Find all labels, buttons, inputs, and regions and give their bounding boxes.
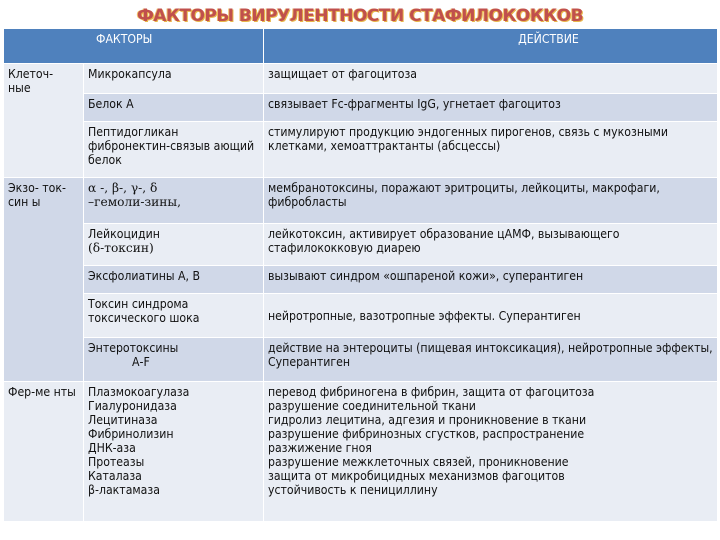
factor-cell bbox=[84, 382, 264, 522]
header-action: ДЕЙСТВИЕ bbox=[264, 29, 718, 64]
factor-cell: Белок А bbox=[84, 94, 264, 122]
enzyme-name: Плазмокоагулаза bbox=[88, 385, 190, 399]
table-row bbox=[4, 224, 718, 266]
enzyme-action: разрушение фибринозных сгустков, распространение bbox=[268, 427, 585, 441]
action-cell: действие на энтероциты (пищевая интоксикация), нейротропные эффекты, Суперантиген bbox=[264, 338, 718, 382]
page-title: ФАКТОРЫ ВИРУЛЕНТНОСТИ СТАФИЛОКОККОВ bbox=[136, 6, 584, 26]
factor-line: (δ-токсин) bbox=[88, 241, 154, 255]
table-row bbox=[4, 266, 718, 294]
enzyme-name: Лецитиназа bbox=[88, 413, 158, 427]
factor-cell bbox=[84, 338, 264, 382]
group-enzymes: Фер-ме нты bbox=[4, 382, 84, 522]
table-row bbox=[4, 122, 718, 178]
factor-line: α -, β-, γ-, δ bbox=[88, 181, 158, 195]
group-exotoxins: Экзо- ток-син ы bbox=[4, 178, 84, 382]
table-row bbox=[4, 338, 718, 382]
enzyme-name: Фибринолизин bbox=[88, 427, 174, 441]
action-cell: защищает от фагоцитоза bbox=[264, 64, 718, 94]
enzyme-name: Гиалуронидаза bbox=[88, 399, 177, 413]
factor-cell bbox=[84, 224, 264, 266]
enzyme-action: разжижение гноя bbox=[268, 441, 372, 455]
factor-line: –гемоли-зины, bbox=[88, 195, 181, 209]
action-cell: связывает Fc-фрагменты IgG, угнетает фагоцитоз bbox=[264, 94, 718, 122]
enzyme-action: устойчивость к пенициллину bbox=[268, 483, 438, 497]
table-row bbox=[4, 294, 718, 338]
table-row bbox=[4, 94, 718, 122]
factor-cell: Пептидогликан фибронектин-связыв ающий белок bbox=[84, 122, 264, 178]
action-cell: нейротропные, вазотропные эффекты. Суперантиген bbox=[264, 294, 718, 338]
action-cell: лейкотоксин, активирует образование цАМФ, вызывающего стафилококковую диарею bbox=[264, 224, 718, 266]
table-header-row bbox=[4, 29, 718, 64]
enzyme-name: Каталаза bbox=[88, 469, 142, 483]
enzyme-action: гидролиз лецитина, адгезия и проникновение в ткани bbox=[268, 413, 587, 427]
factor-cell: Токсин синдрома токсического шока bbox=[84, 294, 264, 338]
enzyme-action: перевод фибриногена в фибрин, защита от фагоцитоза bbox=[268, 385, 595, 399]
header-factors: ФАКТОРЫ bbox=[4, 29, 264, 64]
action-cell: вызывают синдром «ошпареной кожи», суперантиген bbox=[264, 266, 718, 294]
factor-line: Лейкоцидин bbox=[88, 227, 160, 241]
action-cell: мембранотоксины, поражают эритроциты, лейкоциты, макрофаги, фибробласты bbox=[264, 178, 718, 224]
group-cellular: Клеточ- ные bbox=[4, 64, 84, 178]
table-row bbox=[4, 178, 718, 224]
factor-cell: Микрокапсула bbox=[84, 64, 264, 94]
enzyme-action: защита от микробицидных механизмов фагоцитов bbox=[268, 469, 565, 483]
factor-line: А-F bbox=[132, 355, 150, 369]
action-cell: стимулируют продукцию эндогенных пирогенов, связь с мукозными клетками, хемоаттрактанты (абсцессы) bbox=[264, 122, 718, 178]
table-row bbox=[4, 382, 718, 522]
factor-cell: Эксфолиатины А, В bbox=[84, 266, 264, 294]
factor-cell bbox=[84, 178, 264, 224]
enzyme-name: β-лактамаза bbox=[88, 483, 160, 497]
table-row bbox=[4, 64, 718, 94]
action-cell bbox=[264, 382, 718, 522]
factor-line: Энтеротоксины bbox=[88, 341, 179, 355]
enzyme-action: разрушение соединительной ткани bbox=[268, 399, 476, 413]
enzyme-name: ДНК-аза bbox=[88, 441, 136, 455]
enzyme-name: Протеазы bbox=[88, 455, 145, 469]
virulence-factors-table bbox=[3, 28, 718, 522]
enzyme-action: разрушение межклеточных связей, проникновение bbox=[268, 455, 569, 469]
